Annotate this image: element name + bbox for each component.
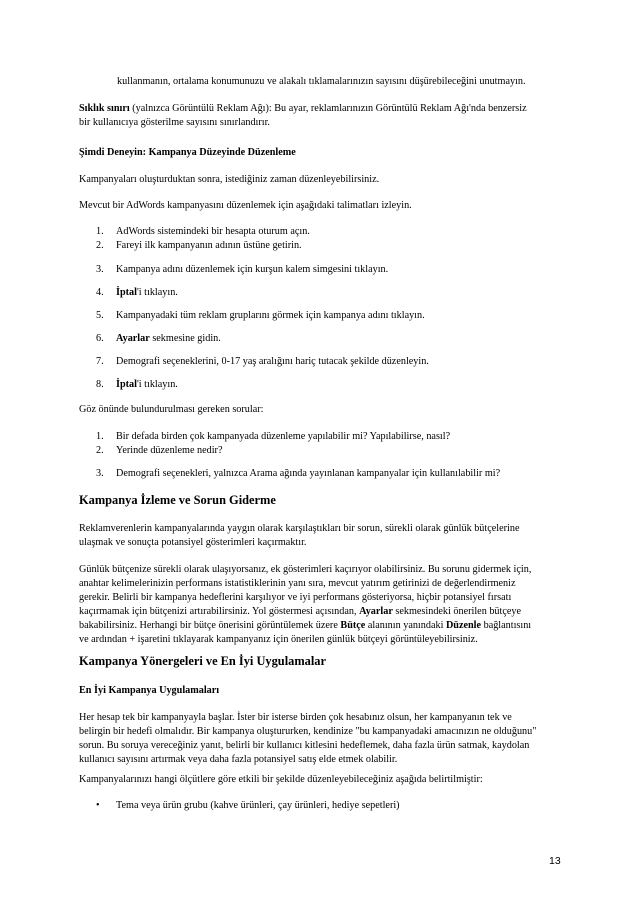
monitoring-heading: Kampanya İzleme ve Sorun Giderme [79, 493, 276, 507]
frequency-cap-line2: bir kullanıcıya gösterilme sayısını sınırlandırır. [79, 117, 270, 128]
step-item [96, 309, 566, 323]
step-bold-term: Ayarlar [116, 333, 150, 344]
advertisers-paragraph [79, 522, 561, 550]
step-number: 4. [96, 287, 104, 298]
question-item [96, 430, 566, 444]
guidelines-heading: Kampanya Yönergeleri ve En İyi Uygulamalar [79, 654, 326, 668]
step-item [96, 239, 566, 253]
step-item [96, 378, 566, 392]
paragraph-line: ve ardından + işaretini tıklayarak kampanyanız için önerilen günlük bütçeyi görüntüleyebilirsiniz. [79, 634, 478, 645]
paragraph-line: bağlantısını [481, 620, 532, 631]
question-number: 2. [96, 445, 104, 456]
paragraph-line: gerekir. Belirli bir kampanya hedeflerini karşılıyor ve iyi performans gösteriyorsa, hiçbir potansiyel fırsatı [79, 592, 512, 603]
paragraph-line: Reklamverenlerin kampanyalarında yaygın olarak karşılaştıkları bir sorun, sürekli olarak günlük bütçelerine [79, 523, 520, 534]
every-account-paragraph [79, 711, 561, 767]
step-number: 5. [96, 310, 104, 321]
step-item [96, 332, 566, 346]
edit-term: Düzenle [445, 620, 482, 631]
step-text: Kampanya adını düzenlemek için kurşun kalem simgesini tıklayın. [116, 264, 389, 275]
frequency-cap-term: Sıklık sınırı [79, 103, 130, 114]
step-text: AdWords sistemindeki bir hesapta oturum açın. [116, 226, 310, 237]
step-text: 'i tıklayın. [136, 379, 178, 390]
bullet-item [96, 800, 400, 811]
question-item [96, 444, 566, 458]
step-number: 7. [96, 356, 104, 367]
questions-intro: Göz önünde bulundurulması gereken sorular: [79, 404, 264, 415]
step-text: sekmesine gidin. [149, 333, 221, 344]
paragraph-line: sorun. Bu soruya vereceğiniz yanıt, belirli bir kullanıcı kitlesini hedeflemek, daha fazla ürün satmak, kaydolan [79, 740, 530, 751]
daily-budget-paragraph [79, 563, 561, 647]
paragraph-line: anahtar kelimelerinizin performans istatistiklerinin yanı sıra, mevcut yatırım getirinizi de değerlendirmeniz [79, 578, 516, 589]
question-text: Bir defada birden çok kampanyada düzenleme yapılabilir mi? Yapılabilirse, nasıl? [116, 431, 451, 442]
paragraph-line: Her hesap tek bir kampanyayla başlar. İster bir isterse birden çok hesabınız olsun, her kampanyanın tek ve [79, 712, 512, 723]
paragraph-line: sekmesindeki önerilen bütçeye [392, 606, 522, 617]
try-now-heading: Şimdi Deneyin: Kampanya Düzeyinde Düzenleme [79, 147, 296, 158]
step-item [96, 355, 566, 369]
step-text: Kampanyadaki tüm reklam gruplarını görmek için kampanya adını tıklayın. [116, 310, 425, 321]
step-number: 8. [96, 379, 104, 390]
budget-term: Bütçe [340, 620, 366, 631]
step-item [96, 263, 566, 277]
step-item [96, 286, 566, 300]
settings-term: Ayarlar [359, 606, 393, 617]
question-number: 3. [96, 468, 104, 479]
step-number: 6. [96, 333, 104, 344]
paragraph-line: kaçırmamak için bütçenizi artırabilirsiniz. Yol göstermesi açısından, [79, 606, 360, 617]
paragraph-line: Günlük bütçenize sürekli olarak ulaşıyorsanız, ek gösterimleri kaçırıyor olabilirsiniz. Bu sorunu gidermek için, [79, 564, 532, 575]
question-item [96, 467, 566, 481]
frequency-cap-paragraph [79, 102, 561, 130]
paragraph-line: kullanıcı sayısını artırmak veya daha fazla potansiyel satış elde etmek olabilir. [79, 754, 398, 765]
bullet-dot-icon: • [96, 800, 100, 811]
bullet-text: Tema veya ürün grubu (kahve ürünleri, çay ürünleri, hediye sepetleri) [116, 800, 400, 811]
criteria-paragraph: Kampanyalarınızı hangi ölçütlere göre etkili bir şekilde düzenleyebileceğiniz aşağıda belirtilmiştir: [79, 774, 483, 785]
continuation-text: kullanmanın, ortalama konumunuzu ve alakalı tıklamalarınızın sayısını düşürebileceğini unutmayın. [117, 76, 526, 87]
step-number: 3. [96, 264, 104, 275]
question-text: Yerinde düzenleme nedir? [116, 445, 223, 456]
question-text: Demografi seçenekleri, yalnızca Arama ağında yayınlanan kampanyalar için kullanılabilir mi? [116, 468, 501, 479]
step-text: 'i tıklayın. [136, 287, 178, 298]
paragraph-line: ulaşmak ve sonuçta potansiyel gösterimleri kaçırmaktır. [79, 537, 307, 548]
best-practices-subheading: En İyi Kampanya Uygulamaları [79, 685, 220, 696]
step-text: Fareyi ilk kampanyanın adının üstüne getirin. [116, 240, 302, 251]
step-text: Demografi seçeneklerini, 0-17 yaş aralığını hariç tutacak şekilde düzenleyin. [116, 356, 429, 367]
intro-paragraph: Kampanyaları oluşturduktan sonra, istediğiniz zaman düzenleyebilirsiniz. [79, 174, 380, 185]
frequency-cap-line1: (yalnızca Görüntülü Reklam Ağı): Bu ayar, reklamlarınızın Görüntülü Reklam Ağı'nda benzersiz [129, 103, 527, 114]
paragraph-line: alanının yanındaki [365, 620, 446, 631]
instructions-paragraph: Mevcut bir AdWords kampanyasını düzenlemek için aşağıdaki talimatları izleyin. [79, 200, 412, 211]
paragraph-line: belirgin bir hedefi olmalıdır. Bir kampanya oluştururken, kendinize "bu kampanyadaki amacınızın ne olduğunu" [79, 726, 537, 737]
step-bold-term: İptal [116, 287, 137, 298]
step-number: 1. [96, 226, 104, 237]
question-number: 1. [96, 431, 104, 442]
step-number: 2. [96, 240, 104, 251]
paragraph-line: bakabilirsiniz. Herhangi bir bütçe önerisini görüntülemek üzere [79, 620, 341, 631]
page-number: 13 [549, 855, 561, 867]
step-bold-term: İptal [116, 379, 137, 390]
step-item [96, 225, 566, 239]
